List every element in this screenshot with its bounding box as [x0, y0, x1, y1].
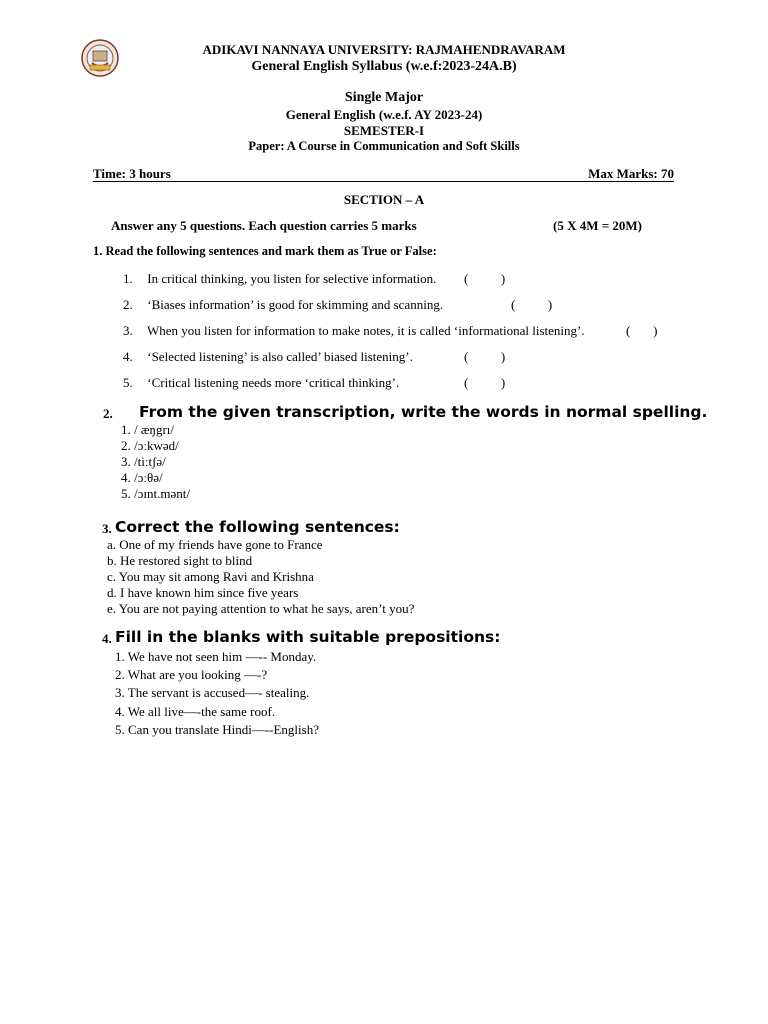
question-4-heading: Fill in the blanks with suitable prepositions:: [115, 628, 501, 646]
q1-item: [123, 297, 553, 313]
question-2-number: 2.: [103, 406, 113, 421]
question-3-number: 3.: [102, 521, 112, 536]
exam-max-marks: Max Marks: 70: [588, 166, 674, 181]
q1-item-answer-blank: ( ): [511, 297, 553, 312]
transcription-item: 2. /ɔːkwəd/: [121, 438, 179, 453]
exam-time: Time: 3 hours: [93, 166, 171, 181]
q1-item: [123, 349, 506, 365]
question-3-heading: Correct the following sentences:: [115, 518, 400, 536]
university-name: ADIKAVI NANNAYA UNIVERSITY: RAJMAHENDRAVARAM: [202, 42, 566, 57]
q1-item-number: 3.: [123, 323, 133, 338]
q1-item-text: ‘Biases information’ is good for skimming and scanning.: [147, 297, 444, 312]
q1-item-answer-blank: ( ): [464, 349, 506, 364]
question-2-heading: From the given transcription, write the words in normal spelling.: [139, 403, 708, 421]
q1-item: [123, 271, 506, 287]
q1-item: [123, 323, 658, 339]
syllabus-title: General English Syllabus (w.e.f:2023-24A.B): [251, 59, 517, 74]
q1-item-text: When you listen for information to make notes, it is called ‘informational listening’.: [147, 323, 585, 338]
question-4-number: 4.: [102, 631, 112, 646]
q1-item-answer-blank: ( ): [464, 271, 506, 286]
q1-item-number: 2.: [123, 297, 133, 312]
section-instruction: Answer any 5 questions. Each question carries 5 marks: [111, 218, 417, 233]
semester-title: SEMESTER-I: [343, 123, 425, 138]
q1-item-answer-blank: ( ): [464, 375, 506, 390]
preposition-item: 2. What are you looking —-?: [115, 667, 268, 682]
preposition-item: 5. Can you translate Hindi—--English?: [115, 722, 319, 737]
section-title: SECTION – A: [343, 192, 425, 207]
preposition-item: 1. We have not seen him —-- Monday.: [115, 649, 317, 664]
q1-item-number: 4.: [123, 349, 133, 364]
question-1-heading: 1. Read the following sentences and mark them as True or False:: [93, 244, 437, 258]
q1-item-answer-blank: ( ): [626, 323, 658, 338]
transcription-item: 5. /ɔɪnt.mənt/: [121, 486, 190, 501]
transcription-item: 4. /ɔːθə/: [121, 470, 163, 485]
sentence-item: d. I have known him since five years: [107, 585, 299, 600]
transcription-item: 1. / æŋgrı/: [121, 422, 175, 437]
q1-item-number: 5.: [123, 375, 133, 390]
q1-item-number: 1.: [123, 271, 133, 286]
preposition-item: 3. The servant is accused—- stealing.: [115, 685, 310, 700]
preposition-item: 4. We all live—-the same roof.: [115, 704, 276, 719]
section-marks-formula: (5 X 4M = 20M): [553, 218, 642, 233]
transcription-item: 3. /tiːtʃə/: [121, 454, 166, 469]
sentence-item: a. One of my friends have gone to France: [107, 537, 323, 552]
paper-title: Paper: A Course in Communication and Soft Skills: [248, 139, 520, 153]
q1-item-text: ‘Selected listening’ is also called’ biased listening’.: [147, 349, 413, 364]
exam-info-line: [93, 166, 674, 182]
sentence-item: c. You may sit among Ravi and Krishna: [107, 569, 314, 584]
course-title: General English (w.e.f. AY 2023-24): [285, 107, 483, 122]
sentence-item: b. He restored sight to blind: [107, 553, 253, 568]
q1-item: [123, 375, 506, 391]
q1-item-text: In critical thinking, you listen for selective information.: [147, 271, 437, 286]
q1-item-text: ‘Critical listening needs more ‘critical thinking’.: [147, 375, 400, 390]
major-title: Single Major: [344, 90, 424, 105]
sentence-item: e. You are not paying attention to what he says, aren’t you?: [107, 601, 415, 616]
